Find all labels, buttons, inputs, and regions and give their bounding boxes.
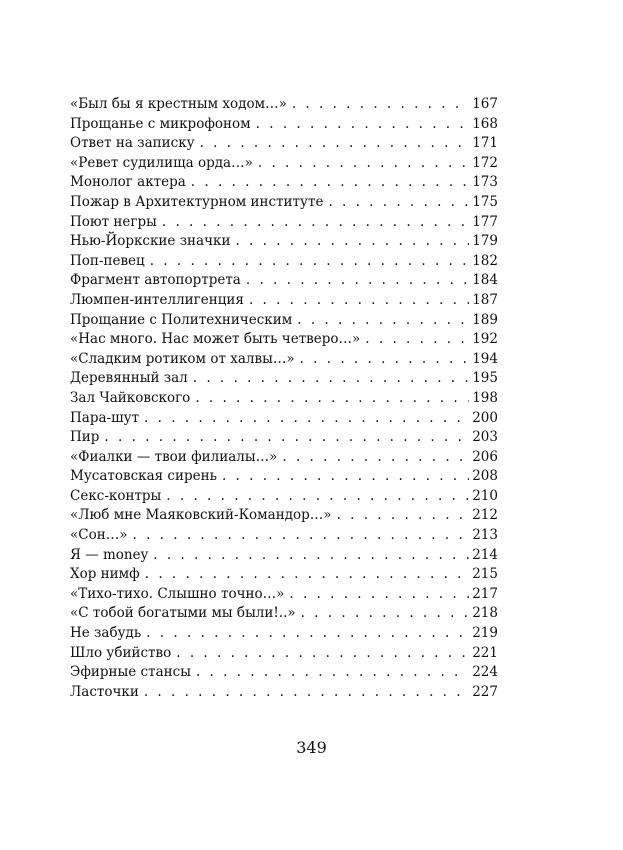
toc-entry-page: 210 bbox=[472, 487, 498, 504]
dot-leader bbox=[162, 213, 469, 233]
toc-entry-page: 221 bbox=[472, 644, 498, 661]
dot-leader bbox=[144, 683, 469, 703]
toc-entry-title: Хор нимф bbox=[70, 566, 140, 583]
toc-entry-page: 189 bbox=[472, 311, 498, 328]
toc-entry-page: 177 bbox=[472, 213, 498, 230]
dot-leader bbox=[282, 448, 469, 468]
dot-leader bbox=[200, 134, 470, 154]
dot-leader bbox=[235, 232, 469, 252]
dot-leader bbox=[289, 585, 469, 605]
toc-entry bbox=[70, 173, 498, 193]
toc-entry-title: Монолог актера bbox=[70, 174, 186, 191]
toc-entry bbox=[70, 369, 498, 389]
toc-entry-page: 200 bbox=[472, 409, 498, 426]
toc-entry bbox=[70, 115, 498, 135]
toc-entry-title: Зал Чайковского bbox=[70, 389, 191, 406]
toc-entry bbox=[70, 487, 498, 507]
toc-entry bbox=[70, 624, 498, 644]
toc-entry-page: 167 bbox=[472, 96, 498, 112]
dot-leader bbox=[166, 487, 469, 507]
toc-entry-title: Ласточки bbox=[70, 683, 139, 700]
toc-entry bbox=[70, 604, 498, 624]
toc-entry-title: Прощанье с микрофоном bbox=[70, 115, 251, 132]
toc-entry-page: 217 bbox=[472, 585, 498, 602]
toc-entry-title: Шло убийство bbox=[70, 644, 172, 661]
dot-leader bbox=[249, 291, 469, 311]
toc-entry-page: 187 bbox=[472, 291, 498, 308]
dot-leader bbox=[246, 271, 469, 291]
page-number: 349 bbox=[296, 738, 327, 757]
dot-leader bbox=[328, 193, 469, 213]
dot-leader bbox=[191, 173, 469, 193]
dot-leader bbox=[300, 350, 470, 370]
toc-entry-page: 168 bbox=[472, 115, 498, 132]
toc-entry-title: «С тобой богатыми мы были!..» bbox=[70, 605, 296, 622]
dot-leader bbox=[256, 115, 470, 135]
dot-leader bbox=[222, 467, 469, 487]
toc-entry-title: «Люб мне Маяковский-Командор…» bbox=[70, 507, 332, 524]
toc-entry-title: Не забудь bbox=[70, 625, 142, 642]
toc-entry-page: 195 bbox=[472, 370, 498, 387]
toc-entry bbox=[70, 193, 498, 213]
dot-leader bbox=[153, 546, 469, 566]
toc-entry bbox=[70, 428, 498, 448]
toc-entry bbox=[70, 683, 498, 703]
toc-entry bbox=[70, 213, 498, 233]
toc-entry-page: 173 bbox=[472, 174, 498, 191]
toc-entry-title: Секс-контры bbox=[70, 487, 162, 504]
toc-entry-page: 212 bbox=[472, 507, 498, 524]
toc-entry-title: Люмпен-интеллигенция bbox=[70, 291, 244, 308]
toc-entry bbox=[70, 644, 498, 664]
dot-leader bbox=[193, 369, 469, 389]
toc-entry-page: 219 bbox=[472, 625, 498, 642]
toc-entry-title: «Был бы я крестным ходом…» bbox=[70, 96, 287, 112]
toc-entry-page: 224 bbox=[472, 664, 498, 681]
toc-entry-page: 172 bbox=[472, 154, 498, 171]
toc-entry-title: Фрагмент автопортрета bbox=[70, 272, 241, 289]
toc-entry bbox=[70, 134, 498, 154]
dot-leader bbox=[297, 311, 469, 331]
toc-entry bbox=[70, 526, 498, 546]
toc-entry bbox=[70, 409, 498, 429]
toc-entry-page: 203 bbox=[472, 429, 498, 446]
toc-entry bbox=[70, 291, 498, 311]
toc-entry bbox=[70, 506, 498, 526]
toc-entry bbox=[70, 232, 498, 252]
toc-entry-title: Поп-певец bbox=[70, 252, 145, 269]
toc-entry bbox=[70, 311, 498, 331]
toc-entry-page: 208 bbox=[472, 468, 498, 485]
toc-entry bbox=[70, 154, 498, 174]
toc-entry bbox=[70, 565, 498, 585]
toc-entry-title: Ответ на записку bbox=[70, 135, 195, 152]
toc-entry-title: Мусатовская сирень bbox=[70, 468, 217, 485]
toc-entry-title: Деревянный зал bbox=[70, 370, 188, 387]
toc-entry bbox=[70, 389, 498, 409]
toc-entry-title: Пара-шут bbox=[70, 409, 140, 426]
dot-leader bbox=[146, 624, 469, 644]
toc-entry-title: «Тихо-тихо. Слышно точно…» bbox=[70, 585, 285, 602]
toc-entry-page: 218 bbox=[472, 605, 498, 622]
toc-entry bbox=[70, 271, 498, 291]
toc-entry bbox=[70, 585, 498, 605]
dot-leader bbox=[132, 526, 469, 546]
toc-entry bbox=[70, 95, 498, 115]
toc-entry-page: 194 bbox=[472, 350, 498, 367]
toc-entry bbox=[70, 252, 498, 272]
toc-entry bbox=[70, 546, 498, 566]
toc-entry-page: 179 bbox=[472, 233, 498, 250]
toc-entry-title: Прощание с Политехническим bbox=[70, 311, 293, 328]
toc-entry-page: 171 bbox=[472, 135, 498, 152]
toc-entry-page: 214 bbox=[472, 546, 498, 563]
toc-entry-title: Пожар в Архитектурном институте bbox=[70, 193, 324, 210]
toc-entry-page: 175 bbox=[472, 193, 498, 210]
toc-entry-page: 227 bbox=[472, 683, 498, 700]
dot-leader bbox=[104, 428, 469, 448]
dot-leader bbox=[145, 565, 469, 585]
toc-entry-title: «Сон…» bbox=[70, 527, 128, 544]
table-of-contents bbox=[70, 95, 498, 702]
dot-leader bbox=[144, 409, 469, 429]
dot-leader bbox=[292, 95, 469, 115]
toc-entry bbox=[70, 350, 498, 370]
toc-entry-page: 206 bbox=[472, 448, 498, 465]
toc-entry-title: «Сладким ротиком от халвы…» bbox=[70, 350, 295, 367]
dot-leader bbox=[150, 252, 470, 272]
toc-entry-title: «Нас много. Нас может быть четверо…» bbox=[70, 331, 361, 348]
toc-entry-page: 215 bbox=[472, 566, 498, 583]
toc-entry-title: Пир bbox=[70, 429, 100, 446]
toc-entry-page: 192 bbox=[472, 331, 498, 348]
toc-entry-page: 198 bbox=[472, 389, 498, 406]
dot-leader bbox=[176, 644, 469, 664]
toc-entry-title: «Ревет судилища орда…» bbox=[70, 154, 253, 171]
toc-entry-title: «Фиалки — твои филиалы…» bbox=[70, 448, 278, 465]
dot-leader bbox=[301, 604, 470, 624]
toc-entry-title: Я — money bbox=[70, 546, 149, 563]
toc-entry-title: Эфирные стансы bbox=[70, 664, 191, 681]
toc-entry-page: 182 bbox=[472, 252, 498, 269]
dot-leader bbox=[196, 663, 469, 683]
toc-entry bbox=[70, 330, 498, 350]
toc-entry-page: 184 bbox=[472, 272, 498, 289]
toc-entry bbox=[70, 467, 498, 487]
toc-entry-title: Поют негры bbox=[70, 213, 157, 230]
toc-entry-page: 213 bbox=[472, 527, 498, 544]
dot-leader bbox=[337, 506, 470, 526]
dot-leader bbox=[195, 389, 469, 409]
dot-leader bbox=[365, 330, 469, 350]
toc-entry bbox=[70, 448, 498, 468]
dot-leader bbox=[258, 154, 469, 174]
toc-entry bbox=[70, 663, 498, 683]
toc-entry-title: Нью-Йоркские значки bbox=[70, 233, 231, 250]
